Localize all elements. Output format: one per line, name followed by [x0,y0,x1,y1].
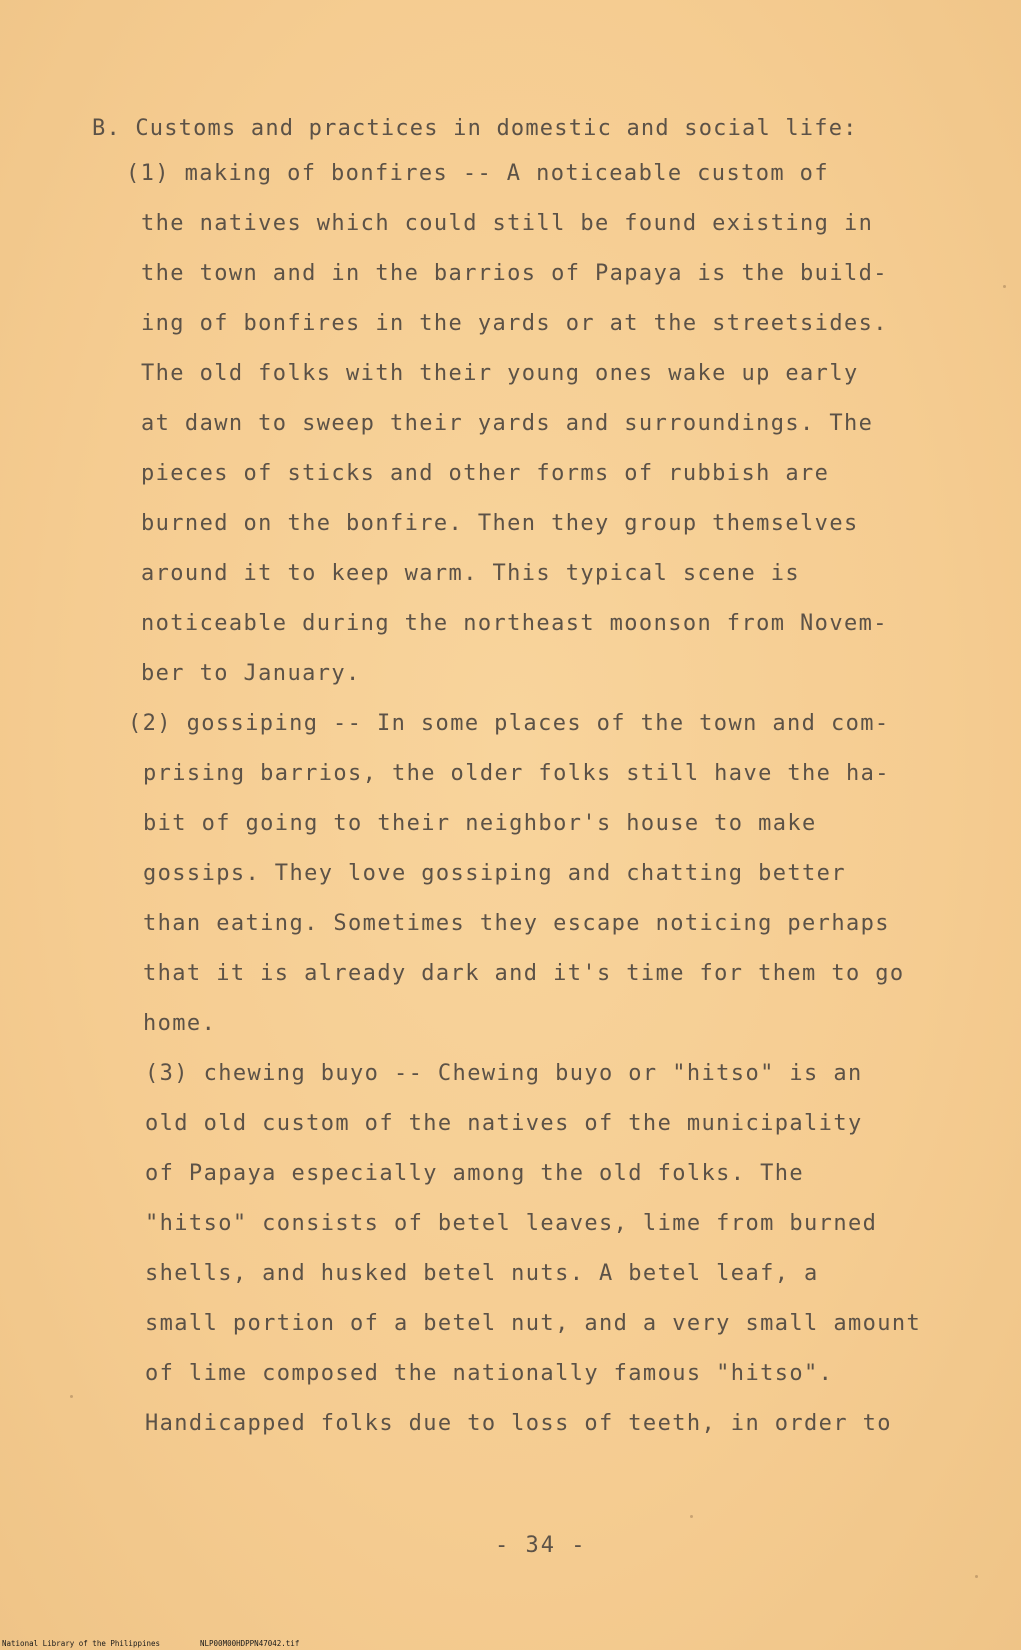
paper-speck [975,1575,978,1578]
text-line: Handicapped folks due to loss of teeth, in order to [145,1411,892,1436]
text-line: (3) chewing buyo -- Chewing buyo or "hitso" is an [145,1061,863,1086]
text-line: home. [143,1011,217,1036]
text-line: prising barrios, the older folks still have the ha- [143,761,890,786]
text-line: of Papaya especially among the old folks. The [145,1161,805,1186]
text-line: the town and in the barrios of Papaya is the build- [141,261,888,286]
text-line: gossips. They love gossiping and chatting better [143,861,846,886]
paper-speck [70,1395,73,1398]
text-line: shells, and husked betel nuts. A betel leaf, a [145,1261,819,1286]
text-line: that it is already dark and it's time for them to go [143,961,905,986]
text-line: pieces of sticks and other forms of rubbish are [141,461,830,486]
text-line: burned on the bonfire. Then they group themselves [141,511,859,536]
text-line: small portion of a betel nut, and a very small amount [145,1311,922,1336]
text-line: than eating. Sometimes they escape noticing perhaps [143,911,890,936]
page-number: - 34 - [495,1533,587,1558]
text-line: around it to keep warm. This typical scene is [141,561,801,586]
text-line: the natives which could still be found existing in [141,211,874,236]
text-line: (2) gossiping -- In some places of the town and com- [128,711,890,736]
scan-footer [0,1639,1021,1650]
footer-institution: National Library of the Philippines [2,1639,161,1648]
text-line: old old custom of the natives of the municipality [145,1111,863,1136]
text-line: ing of bonfires in the yards or at the streetsides. [141,311,888,336]
text-line: bit of going to their neighbor's house to make [143,811,817,836]
text-line: noticeable during the northeast moonson from Novem- [141,611,888,636]
text-line: (1) making of bonfires -- A noticeable custom of [126,161,829,186]
text-line: "hitso" consists of betel leaves, lime from burned [145,1211,878,1236]
text-line: of lime composed the nationally famous "hitso". [145,1361,834,1386]
paper-speck [690,1515,693,1518]
text-line: at dawn to sweep their yards and surroundings. The [141,411,874,436]
footer-file-id: NLP00M00HDPPN47042.tif [200,1639,300,1648]
section-heading: B. Customs and practices in domestic and social life: [92,116,858,141]
text-line: ber to January. [141,661,361,686]
text-line: The old folks with their young ones wake up early [141,361,859,386]
paper-speck [1003,285,1006,288]
